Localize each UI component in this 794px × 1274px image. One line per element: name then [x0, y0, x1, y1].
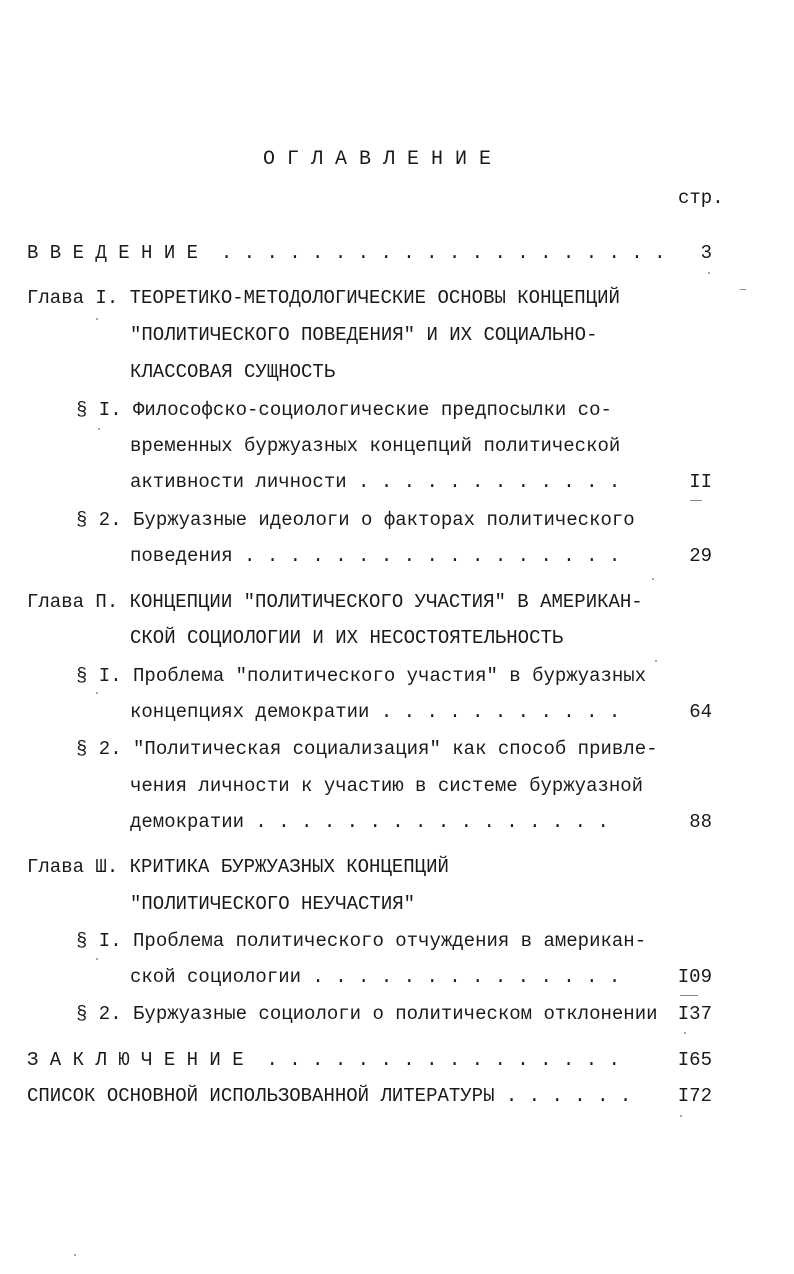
scan-speck — [96, 958, 98, 960]
toc-section-3-2: § 2. Буржуазные социологи о политическом отклонении — [76, 1003, 658, 1025]
toc-chapter-1-title-cont: "ПОЛИТИЧЕСКОГО ПОВЕДЕНИЯ" И ИХ СОЦИАЛЬНО- — [130, 324, 598, 346]
toc-title: О Г Л А В Л Е Н И Е — [263, 148, 492, 171]
scan-speck — [652, 578, 654, 580]
toc-section-3-1: § I. Проблема политического отчуждения в американ- — [76, 930, 647, 952]
toc-section-2-1-cont: концепциях демократии . . . . . . . . . . . — [130, 701, 621, 723]
scan-speck — [680, 1115, 682, 1117]
toc-entry-bibliography: СПИСОК ОСНОВНОЙ ИСПОЛЬЗОВАННОЙ ЛИТЕРАТУРЫ . . . . . . — [27, 1085, 632, 1107]
scan-speck — [740, 289, 746, 290]
toc-section-1-2: § 2. Буржуазные идеологи о факторах политического — [76, 509, 635, 531]
toc-section-2-2: § 2. "Политическая социализация" как способ привле- — [76, 738, 658, 760]
page-number: 64 — [689, 701, 712, 723]
page-number: I65 — [677, 1049, 712, 1071]
toc-section-1-1-cont: временных буржуазных концепций политической — [130, 435, 621, 457]
page-number: I72 — [677, 1085, 712, 1107]
toc-chapter-1-title: Глава I. ТЕОРЕТИКО-МЕТОДОЛОГИЧЕСКИЕ ОСНОВЫ КОНЦЕПЦИЙ — [27, 287, 620, 309]
toc-section-1-1: § I. Философско-социологические предпосылки со- — [76, 399, 612, 421]
toc-section-1-1-cont: активности личности . . . . . . . . . . . . — [130, 471, 621, 493]
scan-speck — [655, 660, 657, 662]
scan-speck — [708, 272, 710, 274]
toc-section-2-1: § I. Проблема "политического участия" в буржуазных — [76, 665, 647, 687]
toc-chapter-2-title: Глава П. КОНЦЕПЦИИ "ПОЛИТИЧЕСКОГО УЧАСТИЯ" В АМЕРИКАН- — [27, 591, 643, 613]
toc-chapter-2-title-cont: СКОЙ СОЦИОЛОГИИ И ИХ НЕСОСТОЯТЕЛЬНОСТЬ — [130, 627, 564, 649]
toc-section-3-1-cont: ской социологии . . . . . . . . . . . . . . — [130, 966, 621, 988]
page-number: 88 — [689, 811, 712, 833]
scan-speck — [680, 995, 698, 996]
page-number: I37 — [677, 1003, 712, 1025]
toc-chapter-3-title-cont: "ПОЛИТИЧЕСКОГО НЕУЧАСТИЯ" — [130, 893, 416, 915]
scan-speck — [96, 692, 98, 694]
page-number: 3 — [700, 242, 712, 264]
toc-section-2-2-cont: чения личности к участию в системе буржуазной — [130, 775, 644, 797]
scan-speck — [684, 1032, 686, 1034]
toc-section-1-2-cont: поведения . . . . . . . . . . . . . . . . . — [130, 545, 621, 567]
scan-speck — [98, 428, 100, 430]
scan-speck — [96, 318, 98, 320]
scan-speck — [690, 500, 702, 501]
page-column-label: стр. — [678, 187, 724, 209]
toc-entry-conclusion: З А К Л Ю Ч Е Н И Е . . . . . . . . . . . . . . . . — [27, 1049, 620, 1071]
page-number: I09 — [677, 966, 712, 988]
page-number: 29 — [689, 545, 712, 567]
toc-section-2-2-cont: демократии . . . . . . . . . . . . . . . . — [130, 811, 609, 833]
scan-speck — [74, 1254, 76, 1256]
toc-chapter-1-title-cont: КЛАССОВАЯ СУЩНОСТЬ — [130, 361, 336, 383]
page-number: II — [689, 471, 712, 493]
toc-entry-introduction: В В Е Д Е Н И Е . . . . . . . . . . . . . . . . . . . . — [27, 242, 666, 264]
toc-chapter-3-title: Глава Ш. КРИТИКА БУРЖУАЗНЫХ КОНЦЕПЦИЙ — [27, 856, 449, 878]
